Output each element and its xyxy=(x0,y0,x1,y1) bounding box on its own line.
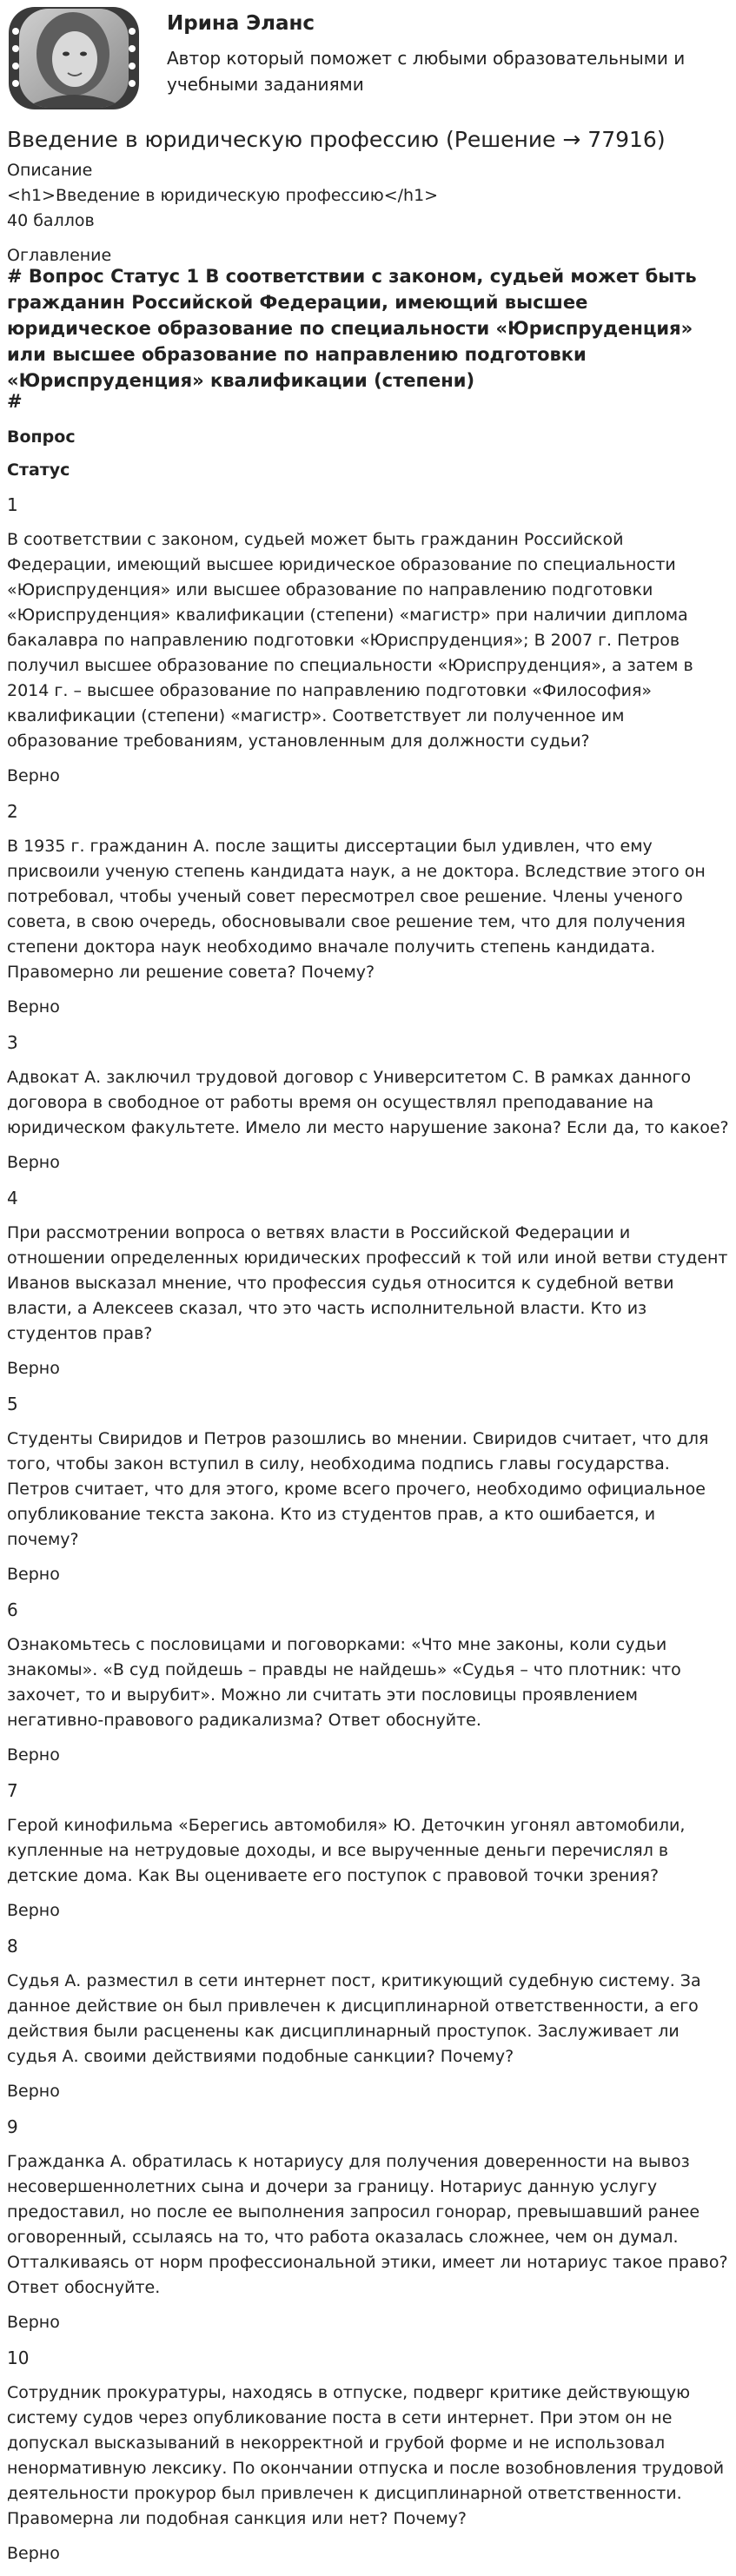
question-item xyxy=(7,1391,730,1587)
question-text: Ознакомьтесь с пословицами и поговорками: «Что мне законы, коли судьи знакомы». «В суд пойдешь – правды не найдешь» «Судья – что плотник: что захочет, то и вырубит». Можно ли считать эти пословицы проявлением негативно-правового радикализма? Ответ обоснуйте. xyxy=(7,1635,681,1730)
toc-label: Оглавление xyxy=(7,246,112,265)
questions-list xyxy=(7,492,730,2576)
question-item xyxy=(7,1778,730,1924)
question-status: Верно xyxy=(7,997,60,1016)
question-item xyxy=(7,1597,730,1768)
question-number: 8 xyxy=(7,1936,18,1957)
question-number: 7 xyxy=(7,1780,18,1801)
question-item xyxy=(7,1933,730,2104)
column-header-question: Вопрос xyxy=(7,427,76,447)
author-description: Автор который поможет с любыми образовательными и учебными заданиями xyxy=(167,48,686,95)
question-number: 1 xyxy=(7,494,18,515)
table-hash-header: # xyxy=(7,391,23,412)
question-number: 3 xyxy=(7,1032,18,1053)
question-item xyxy=(7,798,730,1020)
question-item xyxy=(7,2114,730,2335)
question-number: 2 xyxy=(7,801,18,822)
question-status: Верно xyxy=(7,2082,60,2101)
question-status: Верно xyxy=(7,1359,60,1378)
author-header xyxy=(7,5,728,111)
question-text: В соответствии с законом, судьей может быть гражданин Российской Федерации, имеющий высшее юридическое образование по специальности «Юриспруденция» или высшее образование по направлению подготовки «Юриспруденция» квалификации (степени) «магистр» при наличии диплома бакалавра по направлению подготовки «Юриспруденция»; В 2007 г. Петров получил высшее образование по специальности «Юриспруденция», а затем в 2014 г. – высшее образование по направлению подготовки «Философия» квалификации (степени) «магистр». Соответствует ли полученное им образование требованиям, установленным для должности судьи? xyxy=(7,530,693,751)
question-number: 10 xyxy=(7,2348,30,2368)
question-item xyxy=(7,1030,730,1175)
toc-heading[interactable]: # Вопрос Статус 1 В соответствии с законом, судьей может быть гражданин Российской Федерации, имеющий высшее юридическое образование по специальности «Юриспруденция» или высшее образование по направлению подготовки «Юриспруденция» квалификации (степени) xyxy=(7,266,697,391)
question-text: Судья А. разместил в сети интернет пост, критикующий судебную систему. За данное действие он был привлечен к дисциплинарной ответственности, а его действия были расценены как дисциплинарный проступок. Заслуживает ли судья А. своими действиями подобные санкции? Почему? xyxy=(7,1971,701,2066)
question-text: При рассмотрении вопроса о ветвях власти в Российской Федерации и отношении определенных юридических профессий к той или иной ветви студент Иванов высказал мнение, что профессия судья относится к судебной ветви власти, а Алексеев сказал, что это часть исполнительной власти. Кто из студентов прав? xyxy=(7,1223,728,1343)
question-number: 9 xyxy=(7,2116,18,2137)
question-status: Верно xyxy=(7,766,60,785)
author-avatar[interactable] xyxy=(7,5,141,111)
question-status: Верно xyxy=(7,1901,60,1920)
description-label: Описание xyxy=(7,161,93,180)
work-meta xyxy=(7,158,728,234)
question-status: Верно xyxy=(7,2313,60,2332)
question-text: Гражданка А. обратилась к нотариусу для получения доверенности на вывоз несовершеннолетних сына и дочери за границу. Нотариус данную услугу предоставил, но после ее выполнения запросил гонорар, превышавший ранее оговоренный, ссылаясь на то, что работа оказалась сложнее, чем он думал. Отталкиваясь от норм профессиональной этики, имеет ли нотариус такое право? Ответ обоснуйте. xyxy=(7,2152,728,2297)
question-text: Адвокат А. заключил трудовой договор с Университетом С. В рамках данного договора в свободное от работы время он осуществлял преподавание на юридическом факультете. Имело ли место нарушение закона? Если да, то какое? xyxy=(7,1068,729,1137)
avatar-photo-icon xyxy=(7,5,141,111)
question-number: 5 xyxy=(7,1394,18,1414)
question-text: Сотрудник прокуратуры, находясь в отпуске, подверг критике действующую систему судов через опубликование поста в сети интернет. При этом он не допускал высказываний в некорректной и грубой форме и не использовал ненормативную лексику. По окончании отпуска и после возобновления трудовой деятельности прокурор был привлечен к дисциплинарной ответственности. Правомерна ли подобная санкция или нет? Почему? xyxy=(7,2383,725,2528)
question-status: Верно xyxy=(7,1153,60,1172)
question-status: Верно xyxy=(7,2544,60,2563)
question-text: Герой кинофильма «Берегись автомобиля» Ю. Деточкин угонял автомобили, купленные на нетрудовые доходы, и все вырученные деньги перечислял в детские дома. Как Вы оцениваете его поступок с правовой точки зрения? xyxy=(7,1816,686,1885)
question-item xyxy=(7,2345,730,2566)
question-status: Верно xyxy=(7,1565,60,1584)
author-name[interactable]: Ирина Эланс xyxy=(167,12,315,35)
question-text: Студенты Свиридов и Петров разошлись во мнении. Свиридов считает, что для того, чтобы закон вступил в силу, необходима подпись главы государства. Петров считает, что для этого, кроме всего прочего, необходимо официальное опубликование текста закона. Кто из студентов прав, а кто ошибается, и почему? xyxy=(7,1429,709,1549)
question-number: 6 xyxy=(7,1599,18,1620)
question-text: В 1935 г. гражданин А. после защиты диссертации был удивлен, что ему присвоили ученую степень кандидата наук, а не доктора. Вследствие этого он потребовал, чтобы ученый совет пересмотрел свое решение. Члены ученого совета, в свою очередь, обосновывали свое решение тем, что для получения степени доктора наук необходимо вначале получить степень кандидата. Правомерно ли решение совета? Почему? xyxy=(7,837,706,982)
column-header-status: Статус xyxy=(7,460,70,480)
question-status: Верно xyxy=(7,1745,60,1765)
question-number: 4 xyxy=(7,1188,18,1209)
page-title: Введение в юридическую профессию (Решение → 77916) xyxy=(7,127,666,152)
description-value: <h1>Введение в юридическую профессию</h1> xyxy=(7,186,439,205)
question-item xyxy=(7,492,730,789)
points-value: 40 баллов xyxy=(7,211,95,230)
question-item xyxy=(7,1185,730,1381)
